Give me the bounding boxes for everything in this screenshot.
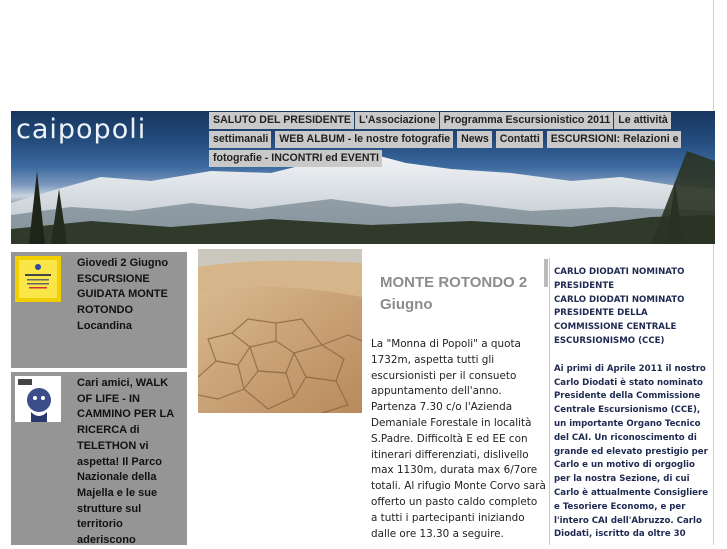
- sidebar-card-walk-of-life[interactable]: [11, 372, 187, 545]
- column-divider: [549, 258, 550, 545]
- sidebar-card-escursione[interactable]: [11, 252, 187, 368]
- nav-saluto-presidente[interactable]: SALUTO DEL PRESIDENTE: [209, 112, 354, 129]
- article-photo: [198, 249, 362, 413]
- nav-programma[interactable]: Programma Escursionistico 2011: [440, 112, 614, 129]
- main-nav: [209, 111, 679, 168]
- news-column: [554, 266, 714, 542]
- article-title[interactable]: MONTE ROTONDO 2 Giugno: [380, 274, 528, 313]
- locandina-thumbnail[interactable]: [15, 256, 61, 302]
- scrollbar-thumb[interactable]: [544, 259, 548, 287]
- news-headline[interactable]: CARLO DIODATI NOMINATO PRESIDENTE: [554, 267, 685, 291]
- walk-of-life-thumbnail[interactable]: [15, 376, 61, 422]
- header-banner: [11, 111, 715, 244]
- nav-web-album[interactable]: WEB ALBUM - le nostre fotografie: [275, 131, 453, 148]
- site-title[interactable]: caipopoli: [16, 114, 147, 145]
- sidebar-card-text[interactable]: Giovedi 2 Giugno ESCURSIONE GUIDATA MONTE ROTONDO Locandina: [77, 257, 169, 332]
- nav-attivita[interactable]: Le attività settimanali: [209, 112, 671, 148]
- nav-news[interactable]: News: [457, 131, 492, 148]
- article-body: La "Monna di Popoli" a quota 1732m, aspetta tutti gli escursionisti per il consueto appuntamento dell'anno. Partenza 7.30 c/o l'Azienda Demaniale Forestale in località S.Padre. Difficoltà E ed EE con itinerari differenziati, dislivello max 1130m, durata max 6/7ore totali. Al rifugio Monte Corvo sarà offerto un pasto caldo completo a tutti i partecipanti iniziando dalle ore 13.30 a seguire.: [371, 338, 546, 540]
- nav-associazione[interactable]: L'Associazione: [355, 112, 439, 129]
- nav-contatti[interactable]: Contatti: [496, 131, 543, 148]
- nav-escursioni[interactable]: ESCURSIONI: Relazioni e fotografie - INCONTRI ed EVENTI: [209, 131, 681, 167]
- news-paragraph: Ai primi di Aprile 2011 il nostro Carlo Diodati è stato nominato Presidente della Commissione Centrale Escursionismo (CCE), un importante Organo Tecnico del CAI. Un riconoscimento di grande ed elevato prestigio per Carlo e un motivo di orgoglio per la nostra Sezione, di cui Carlo è attualmente Consigliere e Tesoriere Economo, e per l'intero CAI dell'Abruzzo. Carlo Diodati, iscritto da oltre 30: [554, 363, 709, 540]
- news-subheadline: CARLO DIODATI NOMINATO PRESIDENTE DELLA COMMISSIONE CENTRALE ESCURSIONISMO (CCE): [554, 294, 685, 346]
- sidebar-card-text[interactable]: Cari amici, WALK OF LIFE - IN CAMMINO PER LA RICERCA di TELETHON vi aspetta! Il Parco Nazionale della Majella e le sue strutture sul territorio aderiscono: [77, 377, 174, 547]
